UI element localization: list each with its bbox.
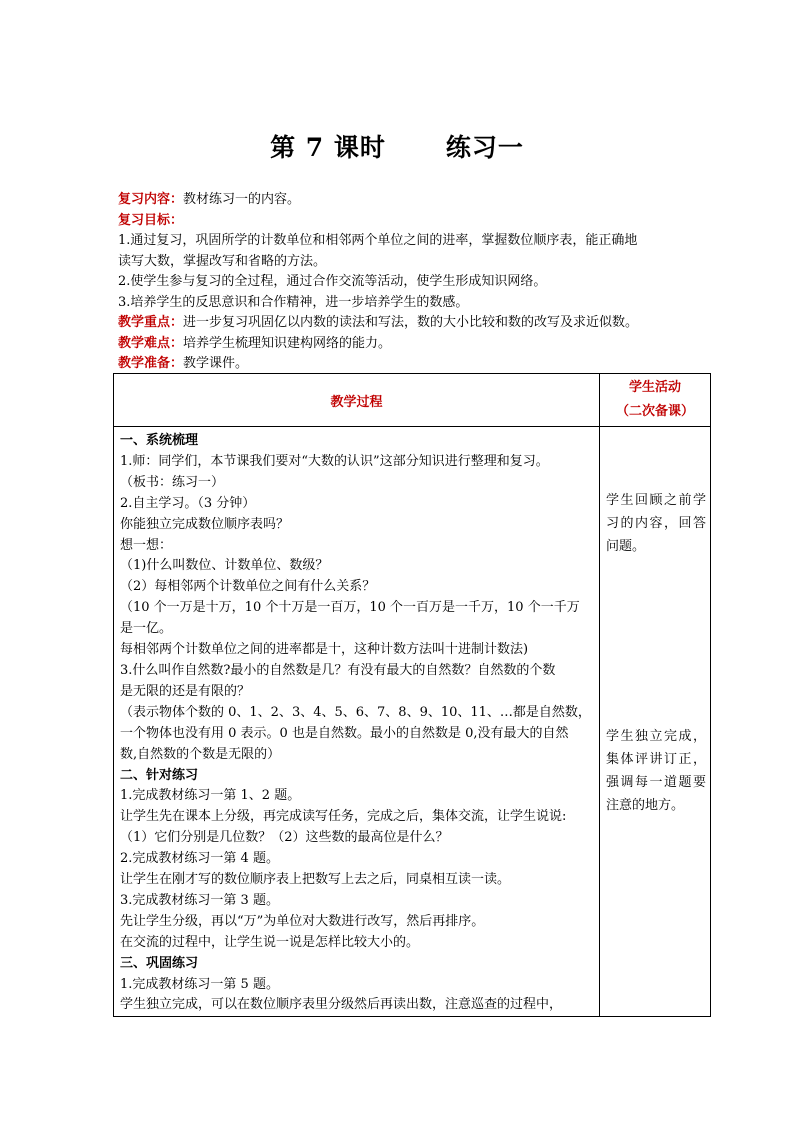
process-line: 想一想： <box>120 537 173 553</box>
teaching-key-row <box>118 313 718 334</box>
process-line: 2.自主学习。（3 分钟） <box>120 495 256 511</box>
section-heading: 二、针对练习 <box>120 767 199 783</box>
process-line: （板书：练习一） <box>120 474 225 490</box>
process-line: 先让学生分级，再以“万”为单位对大数进行改写，然后再排序。 <box>120 913 485 929</box>
lesson-name: 练习一 <box>445 133 524 162</box>
process-line: 数,自然数的个数是无限的） <box>120 746 281 762</box>
goal-line: 3.培养学生的反思意识和合作精神，进一步培养学生的数感。 <box>118 294 469 310</box>
goal-line: 2.使学生参与复习的全过程，通过合作交流等活动，使学生形成知识网络。 <box>118 274 547 289</box>
process-line: 学生独立完成，可以在数位顺序表里分级然后再读出数，注意巡查的过程中， <box>120 997 563 1013</box>
review-content-row <box>118 190 718 211</box>
process-line: 你能独立完成数位顺序表吗？ <box>120 516 290 532</box>
process-line: 每相邻两个计数单位之间的进率都是十，这种计数方法叫十进制计数法) <box>120 642 529 658</box>
process-line: （表示物体个数的 0、1、2、3、4、5、6、7、8、9、10、11、…都是自然数， <box>120 704 591 720</box>
process-line: 1.完成教材练习一第 1、2 题。 <box>120 788 301 804</box>
teaching-difficulty-label: 教学难点： <box>118 335 184 351</box>
activity-header <box>600 374 711 427</box>
goal-line: 读写大数，掌握改写和省略的方法。 <box>118 253 327 269</box>
page-title <box>0 128 794 164</box>
process-line: 是无限的还是有限的？ <box>120 683 251 699</box>
process-line: （1)什么叫数位、计数单位、数级？ <box>120 558 329 574</box>
lesson-table <box>113 373 711 1017</box>
lesson-number: 第 7 课时 <box>270 133 386 162</box>
process-line: 1.师：同学们，本节课我们要对“大数的认识”这部分知识进行整理和复习。 <box>120 453 549 469</box>
teaching-prep-label: 教学准备： <box>118 356 184 371</box>
activity-cell <box>600 427 711 1017</box>
review-goal-row <box>118 211 718 232</box>
process-line: （2）每相邻两个计数单位之间有什么关系？ <box>120 579 376 595</box>
table-body-row <box>114 427 711 1017</box>
review-content-text: 教材练习一的内容。 <box>183 192 301 207</box>
process-cell <box>114 427 600 1017</box>
process-line: 2.完成教材练习一第 4 题。 <box>120 851 279 867</box>
section-heading: 一、系统梳理 <box>120 433 199 448</box>
section-heading: 三、巩固练习 <box>120 955 199 971</box>
process-line: （1）它们分别是几位数？（2）这些数的最高位是什么？ <box>120 830 449 846</box>
review-content-label: 复习内容： <box>118 192 184 207</box>
lesson-intro <box>118 190 718 375</box>
teaching-difficulty-text: 培养学生梳理知识建构网络的能力。 <box>183 335 392 351</box>
process-line: 3.什么叫作自然数?最小的自然数是几？有没有最大的自然数？自然数的个数 <box>120 662 556 678</box>
process-line: 是一亿。 <box>120 621 173 637</box>
teaching-difficulty-row <box>118 334 718 355</box>
table-header-row <box>114 374 711 427</box>
teaching-key-label: 教学重点： <box>118 315 184 330</box>
process-line: （10 个一万是十万，10 个十万是一百万，10 个一百万是一千万，10 个一千万 <box>120 600 580 616</box>
process-line: 在交流的过程中，让学生说一说是怎样比较大小的。 <box>120 934 420 950</box>
goal-line: 1.通过复习，巩固所学的计数单位和相邻两个单位之间的进率，掌握数位顺序表，能正确地 <box>118 233 638 248</box>
process-header: 教学过程 <box>114 374 600 427</box>
process-line: 1.完成教材练习一第 5 题。 <box>120 976 279 992</box>
activity-note: 学生回顾之前学习的内容，回答问题。 <box>606 493 706 554</box>
process-line: 让学生在刚才写的数位顺序表上把数写上去之后，同桌相互读一读。 <box>120 872 511 888</box>
process-line: 一个物体也没有用 0 表示。0 也是自然数。最小的自然数是 0,没有最大的自然 <box>120 725 569 741</box>
process-line: 3.完成教材练习一第 3 题。 <box>120 892 279 908</box>
teaching-prep-row <box>118 354 718 375</box>
activity-header-line2: （二次备课） <box>615 404 694 419</box>
review-goal-label: 复习目标： <box>118 212 184 228</box>
activity-note: 学生独立完成，集体评讲订正，强调每一道题要注意的地方。 <box>606 729 706 813</box>
teaching-key-text: 进一步复习巩固亿以内数的读法和写法，数的大小比较和数的改写及求近似数。 <box>183 315 639 330</box>
teaching-prep-text: 教学课件。 <box>183 356 249 371</box>
process-line: 让学生先在课本上分级，再完成读写任务，完成之后，集体交流，让学生说说: <box>120 809 567 825</box>
activity-header-line1: 学生活动 <box>628 380 681 395</box>
